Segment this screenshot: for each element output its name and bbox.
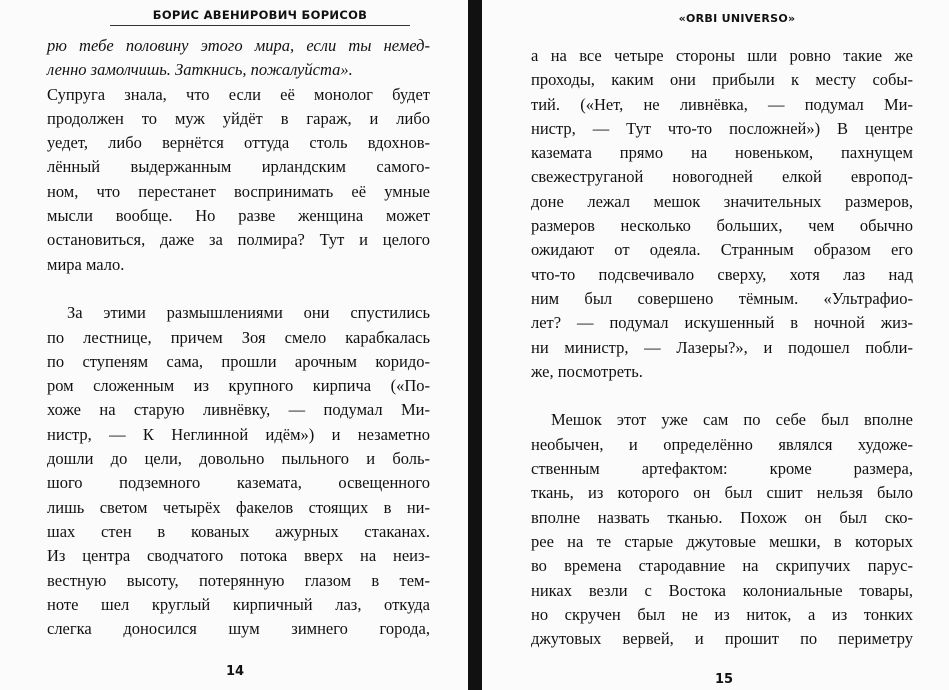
text-line: необычен, и определённо являлся художе-: [531, 434, 913, 454]
right-page: [482, 0, 949, 690]
text-line: ром сложенным из крупного кирпича («По-: [47, 376, 430, 396]
page-number: 14: [226, 664, 245, 679]
text-line: тий. («Нет, не ливнёвка, — подумал Ми-: [531, 94, 913, 114]
paragraph-gap: [531, 384, 913, 408]
text-line: ноте шел круглый кирпичный лаз, откуда: [47, 594, 430, 614]
text-line: хоже на старую ливнёвку, — подумал Ми-: [47, 400, 430, 420]
text-line: лет? — подумал искушенный в ночной жиз-: [531, 313, 913, 333]
text-line: лённый выдержанным ирландским самого-: [47, 157, 430, 177]
text-line: размеров несколько больших, чем обычно: [531, 216, 913, 236]
text-line: рю тебе половину этого мира, если ты немед-: [47, 36, 430, 55]
text-line: вполне назвать тканью. Похож он был ско-: [531, 507, 913, 527]
running-header-author: БОРИС АВЕНИРОВИЧ БОРИСОВ: [110, 8, 410, 26]
text-line: Мешок этот уже сам по себе был вполне: [551, 410, 913, 430]
text-line: продолжен то муж уйдёт в гараж, и либо: [47, 108, 430, 128]
text-line: Супруга знала, что если её монолог будет: [47, 84, 430, 104]
text-line: доне лежал мешок значительных размеров,: [531, 191, 913, 211]
text-line: мира мало.: [47, 254, 125, 274]
text-line: по ступеням сама, прошли арочным коридо-: [47, 351, 430, 371]
text-line: уедет, либо вернётся оттуда столь вдохнов-: [47, 133, 430, 153]
text-line: ственным артефактом: кроме размера,: [531, 459, 913, 479]
text-line: мысли вообще. Но разве женщина может: [47, 206, 430, 226]
book-spine-gutter: [468, 0, 482, 690]
text-line: рее на те старые джутовые мешки, в которых: [531, 531, 913, 551]
text-line: ленно замолчишь. Заткнись, пожалуйста».: [47, 60, 353, 80]
text-line: слегка доносился шум зимнего города,: [47, 619, 430, 639]
text-line: ни министр, — Лазеры?», и подошел побли-: [531, 337, 913, 357]
text-line: ном, что перестанет воспринимать её умные: [47, 181, 430, 201]
text-line: вестную высоту, потерянную глазом в тем-: [47, 570, 430, 590]
text-line: Из центра сводчатого потока вверх на неиз-: [47, 546, 430, 566]
text-line: проходы, каким они прибыли к месту собы-: [531, 70, 913, 90]
text-line: нистр, — К Неглинной идём») и незаметно: [47, 424, 430, 444]
text-line: во времена стародавние на скрипучих парус-: [531, 556, 913, 576]
page-number: 15: [715, 672, 734, 687]
text-line: а на все четыре стороны шли ровно такие же: [531, 46, 913, 65]
text-line: но скручен был не из ниток, а из тонких: [531, 604, 913, 624]
text-line: что-то подсвечивало сверху, хотя лаз над: [531, 264, 913, 284]
text-line: лишь светом четырёх факелов стоящих в ни-: [47, 497, 430, 517]
text-line: За этими размышлениями они спустились: [67, 303, 430, 323]
running-header-title: «ORBI UNIVERSO»: [678, 12, 796, 25]
text-line: ткань, из которого он был сшит нельзя было: [531, 483, 913, 503]
text-line: шах стен в кованых ажурных стаканах.: [47, 521, 430, 541]
text-line: дошли до цели, довольно пыльного и боль-: [47, 449, 430, 469]
text-line: никах везли с Востока колониальные товары,: [531, 580, 913, 600]
text-line: джутовых вервей, и прошит по периметру: [531, 629, 913, 649]
text-line: по лестнице, причем Зоя смело карабкалась: [47, 327, 430, 347]
text-line: свежеструганой новогодней елкой европод-: [531, 167, 913, 187]
text-line: каземата прямо на новеньком, пахнущем: [531, 143, 913, 163]
left-page: [0, 0, 468, 690]
text-line: ожидают от одеяла. Странным образом его: [531, 240, 913, 260]
text-line: же, посмотреть.: [531, 361, 643, 381]
text-line: нистр, — Тут что-то посложней») В центре: [531, 118, 913, 138]
left-page-body: [47, 34, 430, 641]
paragraph-gap: [47, 277, 430, 301]
text-line: шого подземного каземата, освещенного: [47, 473, 430, 493]
text-line: остановиться, даже за полмира? Тут и целого: [47, 230, 430, 250]
right-page-body: [531, 44, 913, 651]
text-line: ним был совершено тёмным. «Ультрафио-: [531, 288, 913, 308]
